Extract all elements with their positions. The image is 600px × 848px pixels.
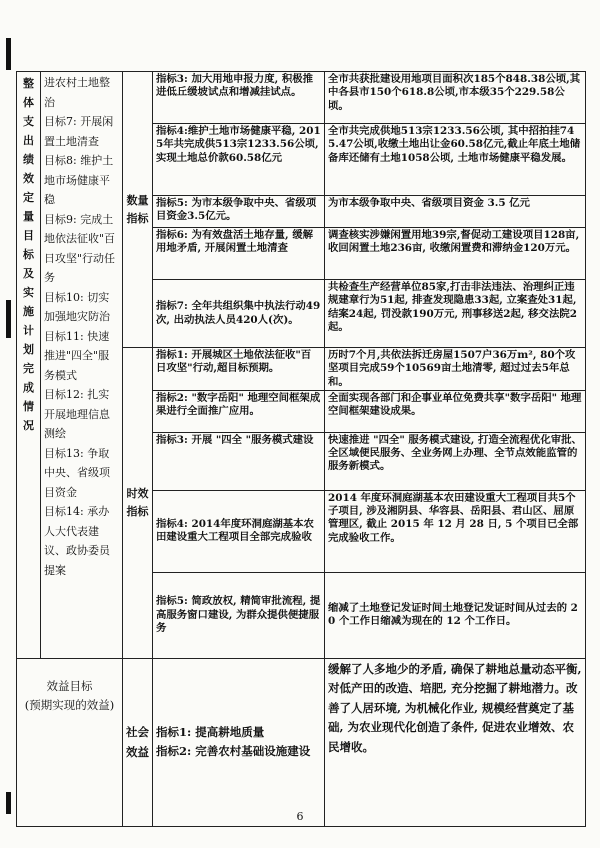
result-cell: 缩减了土地登记发证时间土地登记发证时间从过去的 20 个工作日缩减为现在的 12 个工作日。 <box>325 572 586 658</box>
result-cell: 为市本级争取中央、省级项目资金 3.5 亿元 <box>325 196 586 228</box>
result-cell: 快速推进 "四全" 服务模式建设, 打造全流程优化审批、全区域便民服务、全业务网上办理、全节点效能监管的服务新模式。 <box>325 432 586 490</box>
indicator-cell: 指标3: 加大用地申报力度, 积极推进低丘缓坡试点和增减挂试点。 <box>153 72 325 124</box>
result-cell: 2014 年度环洞庭湖基本农田建设重大工程项目共5个子项目, 涉及湘阴县、华容县、岳阳县、君山区、屈原管理区, 截止 2015 年 12 月 28 日, 5 个项目已全部完成验收工作。 <box>325 490 586 572</box>
indicator-cell: 指标4:维护土地市场健康平稳, 2015年共完成供513宗1233.56公顷,实现土地总价款60.58亿元 <box>153 124 325 196</box>
social-benefit-label: 社会效益 <box>123 658 153 826</box>
page-number: 6 <box>296 810 304 823</box>
scan-mark <box>6 38 11 70</box>
indicator-cell: 指标1: 开展城区土地依法征收"百日攻坚"行动,超目标预期。 <box>153 348 325 391</box>
benefit-goal-text: 效益目标 (预期实现的效益) <box>24 678 115 712</box>
goal-list-text: 进农村土地整治 目标7: 开展闲置土地清查 目标8: 维护土地市场健康平稳 目标9: 完成土地依法征收"百日攻坚"行动任务 目标10: 切实加强地灾防治 目标11: 快速推进"四全"服务模式 目标12: 扎实开展地理信息测绘 目标13: 争取中央、省级项目资金 目标14: 承办人大代表建议、政协委员提案 <box>44 76 116 577</box>
performance-table <box>16 71 586 827</box>
indicator-cell: 指标5: 简政放权, 精简审批流程, 提高服务窗口建设, 为群众提供便捷服务 <box>153 572 325 658</box>
timeliness-indicator-label: 时效指标 <box>123 348 153 659</box>
result-cell: 全面实现各部门和企事业单位免费共享"数字岳阳" 地理空间框架建设成果。 <box>325 390 586 432</box>
result-cell: 历时7个月,共依法拆迁房屋1507户36万m², 80个攻坚项目完成59个10569亩土地清零, 超过过去5年总和。 <box>325 348 586 391</box>
result-cell: 全市共获批建设用地项目面积次185个848.38公顷,其中各县市150个618.8公顷,市本级35个229.58公顷。 <box>325 72 586 124</box>
indicator-cell: 指标3: 开展 "四全 "服务模式建设 <box>153 432 325 490</box>
indicator-cell: 指标5: 为市本级争取中央、省级项目资金3.5亿元。 <box>153 196 325 228</box>
scan-mark <box>6 300 11 338</box>
indicator-cell: 指标6: 为有效盘活土地存量, 缓解用地矛盾, 开展闲置土地清查 <box>153 228 325 280</box>
overall-goal-label: 整体支出绩效定量目标及实施计划完成情况 <box>17 72 41 659</box>
quantity-indicator-label: 数量指标 <box>123 72 153 348</box>
result-cell: 调查核实涉嫌闲置用地39宗,督促动工建设项目128亩, 收回闲置土地236亩, 收缴闲置费和滞纳金120万元。 <box>325 228 586 280</box>
result-cell: 全市共完成供地513宗1233.56公顷, 其中招拍挂745.47公顷,收缴土地出让金60.58亿元,截止年底土地储备库还储有土地1058公顷, 土地市场健康平稳发展。 <box>325 124 586 196</box>
social-indicators-text: 指标1: 提高耕地质量 指标2: 完善农村基础设施建设 <box>156 725 311 759</box>
social-indicators <box>153 658 325 826</box>
indicator-cell: 指标2: "数字岳阳" 地理空间框架成果进行全面推广应用。 <box>153 390 325 432</box>
benefit-goal-label <box>17 658 123 826</box>
social-result: 缓解了人多地少的矛盾, 确保了耕地总量动态平衡, 对低产田的改造、培肥, 充分挖掘了耕地潜力。改善了人居环境, 为机械化作业, 规模经营奠定了基础, 为农业现代化创造了条件, 促进农业增效、农民增收。 <box>325 658 586 826</box>
goal-list <box>41 72 123 659</box>
result-cell: 共检查生产经营单位85家,打击非法违法、治理纠正违规建章行为51起, 排查发现隐患33起, 立案查处31起, 结案24起, 罚没款190万元, 刑事移送2起, 移交法院2起。 <box>325 280 586 348</box>
indicator-cell: 指标7: 全年共组织集中执法行动49次, 出动执法人员420人(次)。 <box>153 280 325 348</box>
indicator-cell: 指标4: 2014年度环洞庭湖基本农田建设重大工程项目全部完成验收 <box>153 490 325 572</box>
